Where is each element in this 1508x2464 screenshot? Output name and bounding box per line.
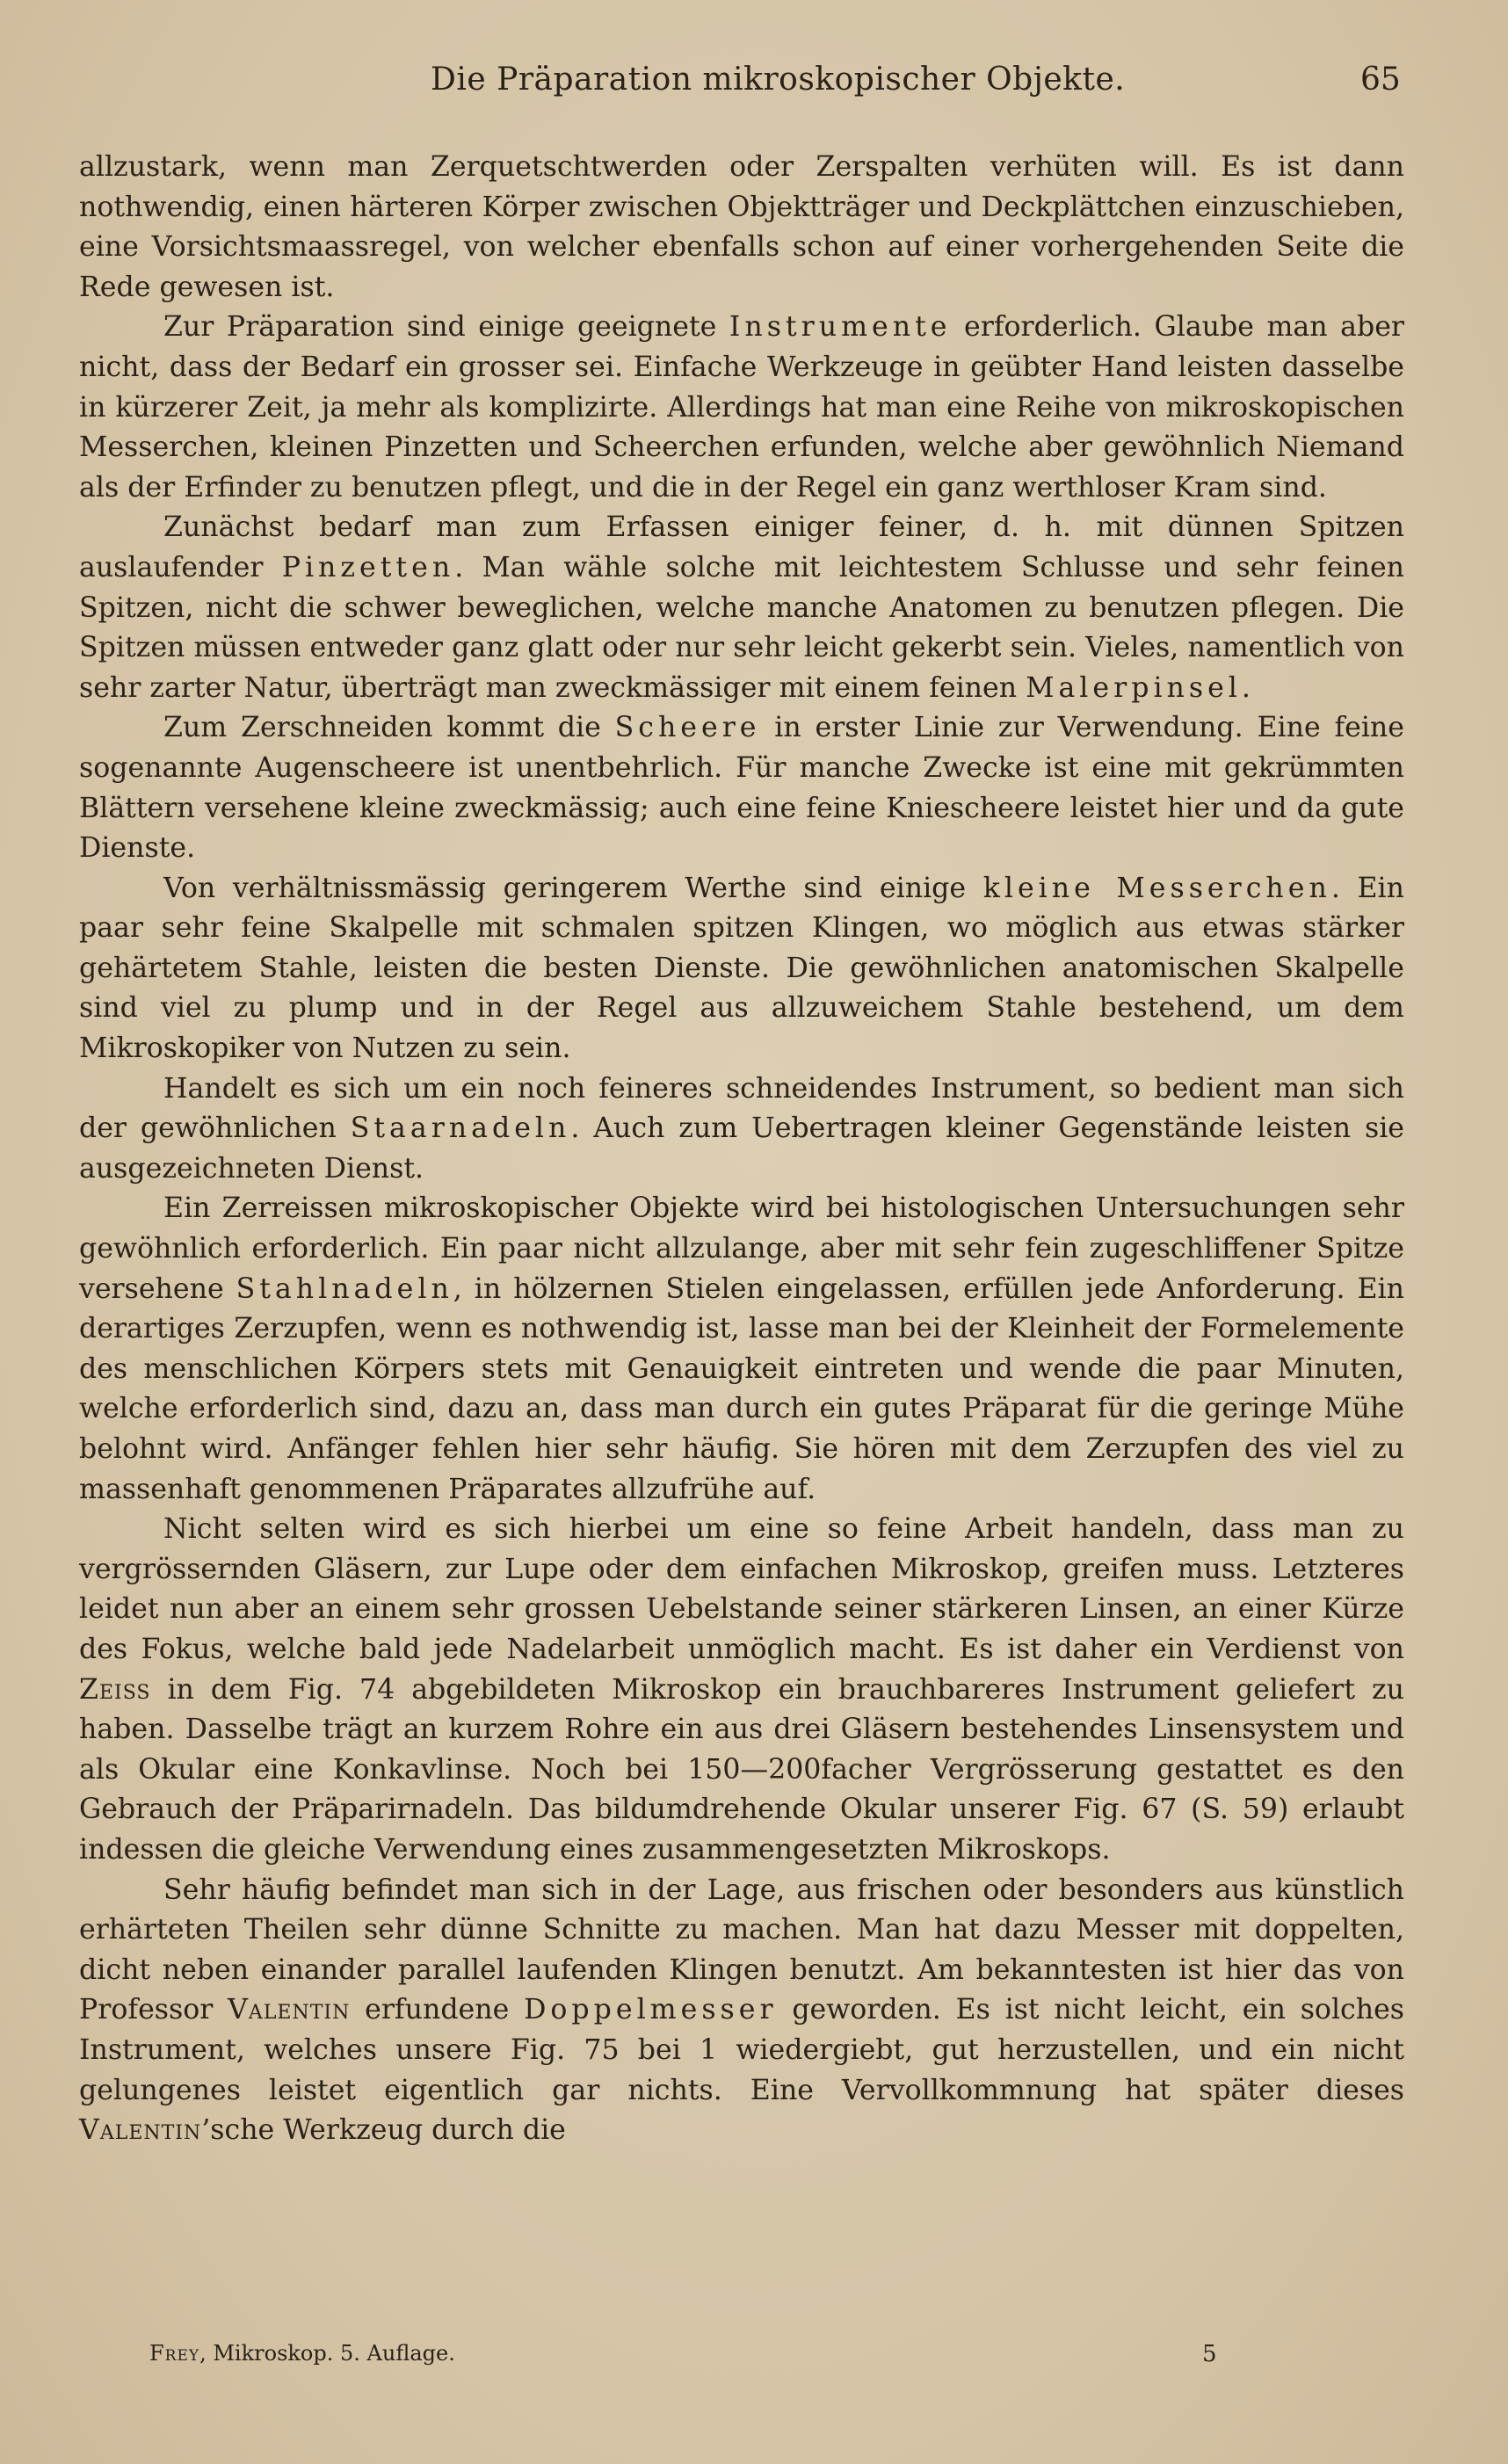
paragraph-7 (79, 1189, 1404, 1510)
author-name: Valentin (228, 1994, 351, 2026)
text-run: . Man wähle solche mit leichtestem Schlusse und sehr feinen Spitzen, nicht die schwer beweglichen, welche manche Anatomen zu benutzen pflegen. Die Spitzen müssen entweder ganz glatt oder nur sehr leicht gekerbt sein. Vieles, namentlich von sehr zarter Natur, überträgt man zweckmässiger mit einem feinen (79, 551, 1404, 704)
footer-title: , Mikroskop. 5. Auflage. (199, 2341, 455, 2366)
footer-signature (149, 2341, 455, 2366)
text-run: in dem Fig. 74 abgebildeten Mikroskop ein brauchbareres Instrument geliefert zu haben. Dasselbe trägt an kurzem Rohre ein aus drei Gläsern bestehendes Linsensystem und als Okular eine Konkavlinse. Noch bei 150—200facher Vergrösserung gestattet es den Gebrauch der Präparirnadeln. Das bildumdrehende Okular unserer Fig. 67 (S. 59) erlaubt indessen die gleiche Verwendung eines zusammengesetzten Mikroskops. (79, 1673, 1404, 1866)
spaced-term: Stahlnadeln (236, 1272, 453, 1305)
text-run: in erster Linie zur Verwendung. Eine feine sogenannte Augenscheere ist unentbehrlich. Für manche Zwecke ist eine mit gekrümmten Blättern versehene kleine zweckmässig; auch eine feine Kniescheere leistet hier und da gute Dienste. (79, 712, 1404, 865)
text-run: ’sche Werkzeug durch die (201, 2114, 566, 2147)
page-number: 65 (1360, 62, 1401, 98)
page-header (0, 62, 1508, 114)
paragraph-6 (79, 1069, 1404, 1190)
text-run: Handelt es sich um ein noch feineres schneidendes Instrument, so bedient man sich der gewöhnlichen (79, 1072, 1404, 1145)
paragraph-2 (79, 308, 1404, 508)
spaced-term: Staarnadeln (350, 1112, 571, 1145)
text-run: . Ein paar sehr feine Skalpelle mit schmalen spitzen Klingen, wo möglich aus etwas stärker gehärtetem Stahle, leisten die besten Dienste. Die gewöhnlichen anatomischen Skalpelle sind viel zu plump und in der Regel aus allzuweichem Stahle bestehend, um dem Mikroskopiker von Nutzen zu sein. (79, 872, 1404, 1065)
text-run: . Auch zum Uebertragen kleiner Gegenstände leisten sie ausgezeichneten Dienst. (79, 1112, 1404, 1185)
sheet-number: 5 (1202, 2341, 1217, 2367)
text-run: erforderlich. Glaube man aber nicht, dass der Bedarf ein grosser sei. Einfache Werkzeuge in geübter Hand leisten dasselbe in kürzerer Zeit, ja mehr als komplizirte. Allerdings hat man eine Reihe von mikroskopischen Messerchen, kleinen Pinzetten und Scheerchen erfunden, welche aber gewöhnlich Niemand als der Erfinder zu benutzen pflegt, und die in der Regel ein ganz werthloser Kram sind. (79, 311, 1404, 504)
text-run: Nicht selten wird es sich hierbei um eine so feine Arbeit handeln, dass man zu vergrössernden Gläsern, zur Lupe oder dem einfachen Mikroskop, greifen muss. Letzteres leidet nun aber an einem sehr grossen Uebelstande seiner stärkeren Linsen, an einer Kürze des Fokus, welche bald jede Nadelarbeit unmöglich macht. Es ist daher ein Verdienst von (79, 1513, 1404, 1665)
text-run: allzustark, wenn man Zerquetschtwerden oder Zerspalten verhüten will. Es ist dann nothwendig, einen härteren Körper zwischen Objektträger und Deckplättchen einzuschieben, eine Vorsichtsmaassregel, von welcher ebenfalls schon auf einer vorhergehenden Seite die Rede gewesen ist. (79, 151, 1404, 303)
running-title: Die Präparation mikroskopischer Objekte. (431, 62, 1126, 98)
spaced-term: Doppelmesser (524, 1994, 778, 2026)
text-run: , in hölzernen Stielen eingelassen, erfüllen jede Anforderung. Ein derartiges Zerzupfen, wenn es nothwendig ist, lasse man bei der Kleinheit der Formelemente des menschlichen Körpers stets mit Genauigkeit eintreten und wende die paar Minuten, welche erforderlich sind, dazu an, dass man durch ein gutes Präparat für die geringe Mühe belohnt wird. Anfänger fehlen hier sehr häufig. Sie hören mit dem Zerzupfen des viel zu massenhaft genommenen Präparates allzufrühe auf. (79, 1272, 1404, 1505)
paragraph-9 (79, 1871, 1404, 2151)
text-run: erfundene (350, 1994, 525, 2026)
text-run: Zum Zerschneiden kommt die (163, 712, 615, 744)
page-footer (0, 2341, 1508, 2376)
spaced-term: Instrumente (729, 311, 952, 344)
footer-author: Frey (149, 2341, 200, 2366)
paragraph-5 (79, 869, 1404, 1069)
paragraph-8 (79, 1510, 1404, 1870)
text-run: Zunächst bedarf man zum Erfassen einiger feiner, d. h. mit dünnen Spitzen auslaufender (79, 511, 1404, 583)
text-run: Sehr häufig befindet man sich in der Lage, aus frischen oder besonders aus künstlich erhärteten Theilen sehr dünne Schnitte zu machen. Man hat dazu Messer mit doppelten, dicht neben einander parallel laufenden Klingen benutzt. Am bekanntesten ist hier das von Professor (79, 1873, 1404, 2026)
spaced-term: kleine Messerchen (982, 872, 1331, 904)
text-run: Zur Präparation sind einige geeignete (163, 311, 729, 344)
spaced-term: Malerpinsel (1026, 671, 1242, 704)
text-run: geworden. Es ist nicht leicht, ein solches Instrument, welches unsere Fig. 75 bei 1 wiedergiebt, gut herzustellen, und ein nicht gelungenes leistet eigentlich gar nichts. Eine Vervollkommnung hat später dieses (79, 1994, 1404, 2106)
text-run: Von verhältnissmässig geringerem Werthe sind einige (163, 872, 983, 904)
paragraph-3 (79, 508, 1404, 708)
body-text (79, 148, 1404, 2151)
paragraph-1 (79, 148, 1404, 308)
author-name: Valentin (79, 2114, 202, 2147)
spaced-term: Pinzetten (281, 551, 455, 583)
text-run: Ein Zerreissen mikroskopischer Objekte wird bei histologischen Untersuchungen sehr gewöhnlich erforderlich. Ein paar nicht allzulange, aber mit sehr fein zugeschliffener Spitze versehene (79, 1192, 1404, 1305)
author-name: Zeiss (79, 1673, 151, 1706)
spaced-term: Scheere (614, 712, 761, 744)
paragraph-4 (79, 708, 1404, 868)
text-run: . (1241, 671, 1251, 704)
